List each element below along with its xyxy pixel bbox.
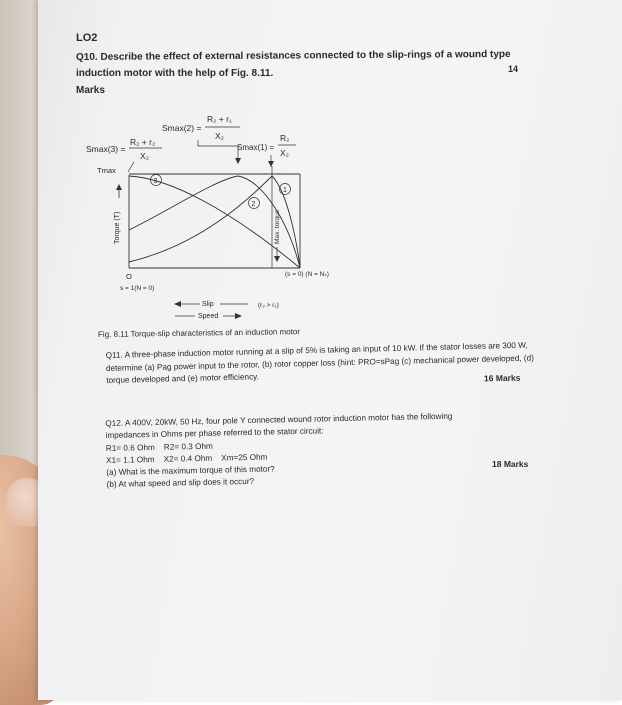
max-torque-arrowhead [274, 256, 280, 262]
smax2-num: R₂ + r₁ [207, 114, 232, 124]
tmax-label: Tmax [97, 166, 116, 175]
speed-arrowhead [235, 313, 242, 319]
origin-label: O [126, 272, 132, 281]
marks-label: Marks [76, 85, 105, 96]
smax3-den: X₂ [140, 151, 149, 161]
smax1-num: R₂ [280, 133, 290, 143]
smax2-arrowhead [235, 158, 241, 164]
speed-label: Speed [198, 313, 219, 320]
q10-line2: induction motor with the help of Fig. 8.11. [76, 68, 274, 79]
q12-line2: impedances in Ohms per phase referred to the stator circuit: [105, 426, 324, 441]
q11-text: Q11. A three-phase induction motor running at a slip of 5% is taking an input of 10 kW. If the stator losses are 300 W, determine (a) Pag power input to the rotor, (b) rotor copper loss (hint: PRO=sPag (c) mechanical power developed, (d) torque developed and (e) motor efficiency. [105, 340, 534, 385]
slip-start-label: s = 1(N = 0) [120, 285, 155, 292]
slip-label: Slip [202, 301, 214, 308]
q12-line6: (b) At what speed and slip does it occur? [106, 477, 255, 490]
q10-line1: Q10. Describe the effect of external resistances connected to the slip-rings of a wound type [75, 48, 511, 63]
torque-axis-label: Torque (T) [114, 211, 121, 244]
curve-3-label: 3 [153, 178, 158, 185]
q12-line5: (a) What is the maximum torque of this motor? [106, 464, 275, 478]
q12-marks: 18 Marks [492, 459, 529, 469]
curve-1-label: 1 [283, 187, 287, 194]
q11-marks: 16 Marks [483, 372, 521, 384]
smax3-leader [128, 162, 134, 172]
slip-end-label: (s = 0) (N = Nₛ) [285, 271, 329, 278]
figure-caption: Fig. 8.11 Torque-slip characteristics of an induction motor [97, 327, 301, 339]
torque-axis-arrowhead [116, 184, 122, 190]
max-torque-label: Max. torque [274, 209, 281, 244]
r-relation-label: (r₂ > r₁) [258, 302, 279, 309]
smax1-label: Smax(1) = [237, 143, 275, 152]
curve-2-label: 2 [251, 201, 256, 208]
lo-heading: LO2 [76, 32, 98, 44]
q12-text [105, 411, 454, 492]
q12-line1: Q12. A 400V, 20kW, 50 Hz, four pole Y connected wound rotor induction motor has the following [105, 411, 453, 429]
smax2-label: Smax(2) = [162, 123, 202, 133]
q12-line4: X1= 1.1 Ohm X2= 0.4 Ohm Xm=25 Ohm [106, 452, 268, 465]
smax1-den: X₂ [280, 148, 289, 158]
smax3-num: R₂ + r₂ [130, 137, 156, 147]
q10-marks: 14 [508, 64, 519, 74]
smax3-label: Smax(3) = [86, 144, 126, 154]
smax1-arrowhead [268, 161, 274, 167]
smax2-leader [198, 140, 238, 160]
smax2-den: X₂ [215, 131, 224, 141]
slip-arrowhead [174, 301, 181, 307]
q12-line3: R1= 0.6 Ohm R2= 0.3 Ohm [105, 441, 213, 453]
